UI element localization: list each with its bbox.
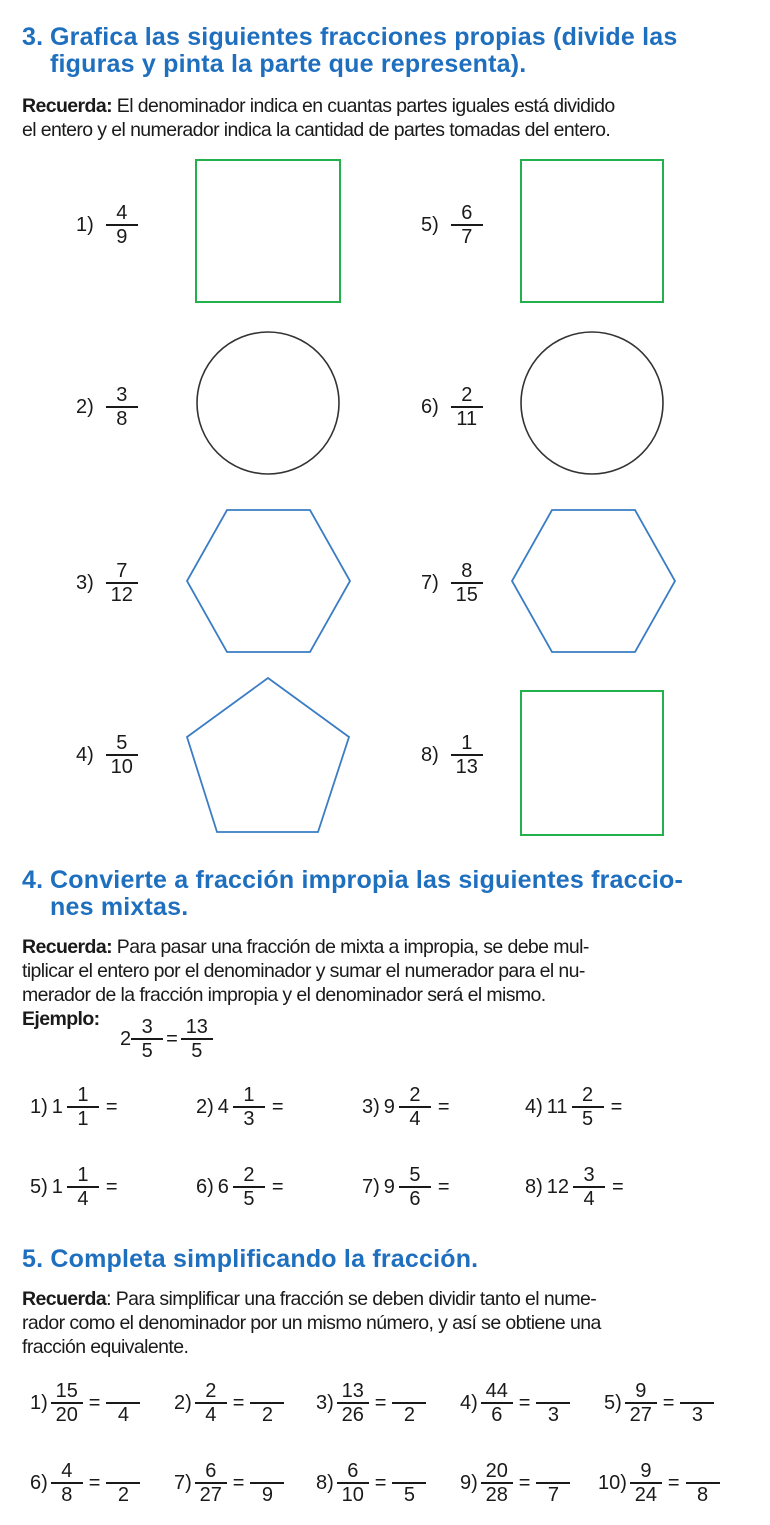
answer-fraction[interactable] — [680, 1380, 714, 1426]
equals-sign: = — [612, 1175, 624, 1198]
section-5-note — [22, 1287, 762, 1359]
answer-fraction[interactable] — [106, 1460, 140, 1506]
whole-number: 1 — [51, 1095, 63, 1118]
simplify-item-5 — [604, 1380, 714, 1426]
denominator: 3 — [243, 1108, 255, 1130]
numerator: 9 — [625, 1380, 657, 1404]
denominator: 15 — [455, 584, 478, 606]
whole-number: 11 — [546, 1095, 568, 1118]
equals-sign: = — [518, 1391, 531, 1414]
fraction — [481, 1380, 513, 1426]
fraction — [572, 1084, 604, 1130]
equals-sign: = — [667, 1471, 680, 1494]
answer-numerator-blank[interactable] — [686, 1460, 720, 1484]
mixed-item-3 — [362, 1084, 453, 1130]
heading-line: Grafica las siguientes fracciones propias (divide las — [50, 23, 678, 51]
equals-sign: = — [88, 1391, 101, 1414]
answer-numerator-blank[interactable] — [536, 1460, 570, 1484]
denominator: 8 — [61, 1484, 73, 1506]
simplify-item-2 — [174, 1380, 284, 1426]
numerator: 9 — [630, 1460, 662, 1484]
item-label: 7) — [421, 571, 439, 594]
denominator: 27 — [199, 1484, 222, 1506]
denominator: 3 — [547, 1404, 560, 1426]
simplify-item-8 — [316, 1460, 426, 1506]
denominator: 10 — [110, 756, 133, 778]
denominator: 10 — [341, 1484, 364, 1506]
numerator: 44 — [481, 1380, 513, 1404]
rectangle-shape-8[interactable] — [521, 691, 663, 835]
answer-numerator-blank[interactable] — [392, 1460, 426, 1484]
denominator: 7 — [547, 1484, 560, 1506]
denominator: 6 — [409, 1188, 421, 1210]
answer-numerator-blank[interactable] — [536, 1380, 570, 1404]
simplify-item-9 — [460, 1460, 570, 1506]
note-label: Recuerda: — [22, 95, 112, 117]
mixed-item-8 — [525, 1164, 627, 1210]
denominator: 3 — [691, 1404, 704, 1426]
numerator: 7 — [106, 560, 138, 584]
note-text: tiplicar el entero por el denominador y sumar el numerador para el nu- — [22, 960, 585, 982]
fraction — [481, 1460, 513, 1506]
denominator: 5 — [243, 1188, 255, 1210]
item-label: 5) — [30, 1175, 48, 1198]
heading-line: figuras y pinta la parte que representa). — [50, 50, 527, 78]
numerator: 2 — [195, 1380, 227, 1404]
equals-sign: = — [374, 1391, 387, 1414]
answer-numerator-blank[interactable] — [106, 1460, 140, 1484]
answer-fraction[interactable] — [392, 1460, 426, 1506]
circle-shape-2[interactable] — [197, 332, 339, 474]
numerator: 3 — [131, 1016, 163, 1040]
denominator: 8 — [116, 408, 128, 430]
item-label: 8) — [316, 1471, 334, 1494]
denominator: 1 — [77, 1108, 89, 1130]
denominator: 5 — [141, 1040, 153, 1062]
hexagon-shape-3[interactable] — [187, 510, 350, 652]
fraction — [195, 1460, 227, 1506]
answer-fraction[interactable] — [686, 1460, 720, 1506]
denominator: 4 — [77, 1188, 89, 1210]
equals-sign: = — [232, 1471, 245, 1494]
pentagon-shape-4[interactable] — [187, 678, 349, 832]
numerator: 6 — [195, 1460, 227, 1484]
numerator: 3 — [573, 1164, 605, 1188]
equals-sign: = — [374, 1471, 387, 1494]
fraction — [630, 1460, 662, 1506]
denominator: 5 — [191, 1040, 203, 1062]
answer-fraction[interactable] — [250, 1380, 284, 1426]
fraction — [573, 1164, 605, 1210]
equals-sign: = — [518, 1471, 531, 1494]
item-label: 9) — [460, 1471, 478, 1494]
simplify-item-4 — [460, 1380, 570, 1426]
item-label: 4) — [460, 1391, 478, 1414]
whole-number: 9 — [383, 1175, 395, 1198]
denominator: 5 — [582, 1108, 594, 1130]
fraction — [625, 1380, 657, 1426]
denominator: 2 — [261, 1404, 274, 1426]
denominator: 5 — [403, 1484, 416, 1506]
equals-sign: = — [271, 1095, 284, 1118]
note-text: rador como el denominador por un mismo número, y así se obtiene una — [22, 1312, 601, 1334]
denominator: 11 — [456, 408, 478, 430]
item-label: 5) — [604, 1391, 622, 1414]
circle-shape-6[interactable] — [521, 332, 663, 474]
numerator: 5 — [399, 1164, 431, 1188]
item-label: 10) — [598, 1471, 627, 1494]
numerator: 4 — [51, 1460, 83, 1484]
numerator: 20 — [481, 1460, 513, 1484]
denominator: 2 — [117, 1484, 130, 1506]
numerator: 5 — [106, 732, 138, 756]
note-label: Recuerda: — [22, 936, 112, 958]
denominator: 24 — [634, 1484, 658, 1506]
numerator: 8 — [451, 560, 483, 584]
answer-fraction[interactable] — [250, 1460, 284, 1506]
item-label: 3) — [76, 571, 94, 594]
item-label: 2) — [76, 395, 94, 418]
section-5-heading: 5. Completa simplificando la fracción. — [22, 1245, 479, 1273]
fraction — [233, 1084, 265, 1130]
equals-sign: = — [610, 1095, 623, 1118]
fraction — [51, 1460, 83, 1506]
answer-numerator-blank[interactable] — [392, 1380, 426, 1404]
fraction — [181, 1016, 213, 1062]
equals-sign: = — [271, 1175, 284, 1198]
item-label: 2) — [196, 1095, 214, 1118]
numerator: 2 — [233, 1164, 265, 1188]
denominator: 4 — [409, 1108, 421, 1130]
whole-number: 4 — [217, 1095, 229, 1118]
example-equation — [120, 1016, 213, 1062]
denominator: 6 — [491, 1404, 503, 1426]
equals-sign: = — [437, 1095, 450, 1118]
heading-line: nes mixtas. — [50, 893, 189, 921]
fraction — [337, 1460, 369, 1506]
fraction — [233, 1164, 265, 1210]
note-text: : Para simplificar una fracción se deben dividir tanto el nume- — [106, 1288, 597, 1310]
whole-number: 6 — [217, 1175, 229, 1198]
section-4-heading — [22, 867, 762, 921]
item-label: 7) — [174, 1471, 192, 1494]
item-label: 1) — [30, 1095, 48, 1118]
simplify-item-7 — [174, 1460, 284, 1506]
denominator: 12 — [110, 584, 133, 606]
equals-sign: = — [437, 1175, 450, 1198]
denominator: 9 — [261, 1484, 274, 1506]
equals-sign: = — [662, 1391, 675, 1414]
item-label: 5) — [421, 213, 439, 236]
example-label: Ejemplo: — [22, 1008, 100, 1030]
numerator: 2 — [399, 1084, 431, 1108]
answer-fraction[interactable] — [106, 1380, 140, 1426]
section-number: 4. — [22, 866, 44, 894]
whole-number: 9 — [383, 1095, 395, 1118]
fraction — [67, 1084, 99, 1130]
numerator: 1 — [67, 1084, 99, 1108]
denominator: 4 — [205, 1404, 217, 1426]
answer-fraction[interactable] — [536, 1460, 570, 1506]
hexagon-shape-7[interactable] — [512, 510, 675, 652]
equals-sign: = — [105, 1175, 118, 1198]
equals-sign: = — [88, 1471, 101, 1494]
answer-numerator-blank[interactable] — [250, 1460, 284, 1484]
item-label: 6) — [196, 1175, 214, 1198]
numerator: 15 — [51, 1380, 83, 1404]
numerator: 13 — [337, 1380, 369, 1404]
denominator: 8 — [697, 1484, 709, 1506]
mixed-item-5 — [30, 1164, 121, 1210]
numerator: 13 — [181, 1016, 213, 1040]
item-label: 2) — [174, 1391, 192, 1414]
item-label: 4) — [525, 1095, 543, 1118]
simplify-item-6 — [30, 1460, 140, 1506]
denominator: 2 — [403, 1404, 416, 1426]
mixed-item-6 — [196, 1164, 287, 1210]
note-label: Recuerda — [22, 1288, 107, 1310]
denominator: 26 — [341, 1404, 364, 1426]
note-text: El denominador indica en cuantas partes iguales está dividido — [111, 95, 615, 117]
denominator: 28 — [485, 1484, 508, 1506]
item-label: 6) — [421, 395, 439, 418]
numerator: 3 — [106, 384, 138, 408]
item-label: 1) — [76, 213, 94, 236]
item-label: 8) — [525, 1175, 543, 1198]
section-number: 3. — [22, 23, 44, 51]
whole-number: 12 — [546, 1175, 570, 1198]
note-text: fracción equivalente. — [22, 1336, 189, 1358]
whole-number: 1 — [51, 1175, 63, 1198]
note-text: Para pasar una fracción de mixta a impropia, se debe mul- — [111, 936, 589, 958]
item-label: 1) — [30, 1391, 48, 1414]
item-label: 4) — [76, 743, 94, 766]
item-label: 6) — [30, 1471, 48, 1494]
rectangle-shape-1[interactable] — [196, 160, 340, 302]
denominator: 27 — [629, 1404, 652, 1426]
item-label: 7) — [362, 1175, 380, 1198]
equals-sign: = — [232, 1391, 245, 1414]
numerator: 1 — [67, 1164, 99, 1188]
denominator: 4 — [583, 1188, 595, 1210]
mixed-item-7 — [362, 1164, 453, 1210]
mixed-item-2 — [196, 1084, 287, 1130]
item-label: 3) — [316, 1391, 334, 1414]
item-label: 3) — [362, 1095, 380, 1118]
numerator: 6 — [451, 202, 483, 226]
numerator: 1 — [233, 1084, 265, 1108]
answer-fraction[interactable] — [536, 1380, 570, 1426]
simplify-item-1 — [30, 1380, 140, 1426]
answer-numerator-blank[interactable] — [106, 1380, 140, 1404]
numerator: 2 — [451, 384, 483, 408]
answer-fraction[interactable] — [392, 1380, 426, 1426]
fraction — [337, 1380, 369, 1426]
note-text: merador de la fracción impropia y el denominador será el mismo. — [22, 984, 546, 1006]
mixed-item-1 — [30, 1084, 121, 1130]
fraction — [67, 1164, 99, 1210]
fraction — [195, 1380, 227, 1426]
fraction — [131, 1016, 163, 1062]
heading-line: Convierte a fracción impropia las siguientes fraccio- — [50, 866, 684, 894]
fraction — [399, 1164, 431, 1210]
numerator: 2 — [572, 1084, 604, 1108]
equals-sign: = — [105, 1095, 118, 1118]
mixed-item-4 — [525, 1084, 625, 1130]
note-text: el entero y el numerador indica la cantidad de partes tomadas del entero. — [22, 119, 611, 141]
denominator: 7 — [461, 226, 473, 248]
equals-sign: = — [166, 1027, 178, 1050]
numerator: 6 — [337, 1460, 369, 1484]
answer-numerator-blank[interactable] — [250, 1380, 284, 1404]
fraction — [51, 1380, 83, 1426]
item-label: 8) — [421, 743, 439, 766]
denominator: 13 — [455, 756, 478, 778]
denominator: 4 — [117, 1404, 130, 1426]
fraction — [399, 1084, 431, 1130]
denominator: 20 — [55, 1404, 78, 1426]
answer-numerator-blank[interactable] — [680, 1380, 714, 1404]
numerator: 1 — [451, 732, 483, 756]
numerator: 4 — [106, 202, 138, 226]
whole-number: 2 — [120, 1027, 132, 1050]
simplify-item-3 — [316, 1380, 426, 1426]
rectangle-shape-5[interactable] — [521, 160, 663, 302]
simplify-item-10 — [598, 1460, 720, 1506]
denominator: 9 — [116, 226, 128, 248]
